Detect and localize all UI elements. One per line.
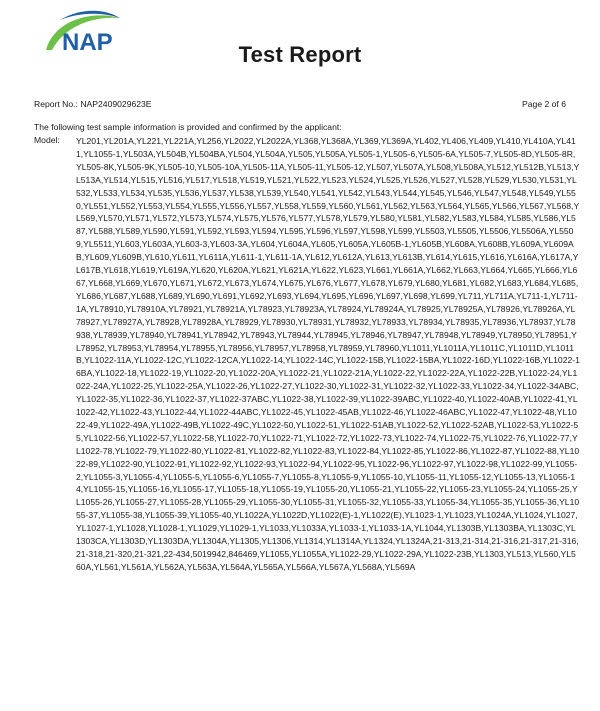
report-number-line [34, 99, 152, 109]
model-list: YL201,YL201A,YL221,YL221A,YL256,YL2022,YL2022A,YL368,YL368A,YL369,YL369A,YL402,YL406,YL409,YL410,YL410A,YL411,YL1055-1,YL503A,YL504B,YL504BA,YL504,YL504A,YL505,YL505A,YL505-1,YL505-6,YL505-6A,YL505-7,YL505-8D,YL505-8R,YL505-8K,YL505-9K,YL505-10,YL505-10A,YL505-11A,YL505-11,YL505-12,YL507,YL507A,YL508,YL508A,YL512,YL512B,YL513,YL513A,YL514,YL515,YL516,YL517,YL518,YL519,YL521,YL522,YL523,YL524,YL525,YL526,YL527,YL528,YL529,YL530,YL531,YL532,YL533,YL534,YL535,YL536,YL537,YL538,YL539,YL540,YL541,YL542,YL543,YL544,YL545,YL546,YL547,YL548,YL549,YL550,YL551,YL552,YL553,YL554,YL555,YL556,YL557,YL558,YL559,YL560,YL561,YL562,YL563,YL564,YL565,YL566,YL567,YL568,YL569,YL570,YL571,YL572,YL573,YL574,YL575,YL576,YL577,YL578,YL579,YL580,YL581,YL582,YL583,YL584,YL585,YL586,YL587,YL588,YL589,YL590,YL591,YL592,YL593,YL594,YL595,YL596,YL597,YL598,YL599,YL5503,YL5505,YL5506,YL5506A,YL5509,YL5511,YL603,YL603A,YL603-3,YL603-3A,YL604,YL604A,YL605,YL605A,YL605B-1,YL605B,YL608A,YL608B,YL609A,YL609AB,YL609,YL609B,YL610,YL611,YL611A,YL611-1,YL611-1A,YL612,YL612A,YL613,YL613B,YL614,YL615,YL616,YL616A,YL617A,YL617B,YL618,YL619,YL619A,YL620,YL620A,YL621,YL621A,YL622,YL623,YL661,YL661A,YL662,YL663,YL664,YL665,YL666,YL667,YL668,YL669,YL670,YL671,YL672,YL673,YL674,YL675,YL676,YL677,YL678,YL679,YL680,YL681,YL682,YL683,YL684,YL685,YL686,YL687,YL688,YL689,YL690,YL691,YL692,YL693,YL694,YL695,YL696,YL697,YL698,YL699,YL711,YL711A,YL711-1,YL711-1A,YL78910,YL78910A,YL78921,YL78921A,YL78923,YL78923A,YL78924,YL78924A,YL78925,YL78925A,YL78926,YL78926A,YL78927,YL78927A,YL78928,YL78928A,YL78929,YL78930,YL78931,YL78932,YL78933,YL78934,YL78935,YL78936,YL78937,YL78938,YL78939,YL78940,YL78941,YL78942,YL78943,YL78944,YL78945,YL78946,YL78947,YL78948,YL78949,YL78950,YL78951,YL78952,YL78953,YL78954,YL78955,YL78956,YL78957,YL78958,YL78959,YL78960,YL1011,YL1011A,YL1011C,YL1011D,YL1011B,YL1022-11A,YL1022-12C,YL1022-12CA,YL1022-14,YL1022-14C,YL1022-15B,YL1022-15BA,YL1022-16D,YL1022-16B,YL1022-16BA,YL1022-18,YL1022-19,YL1022-20,YL1022-20A,YL1022-21,YL1022-21A,YL1022-22,YL1022-22A,YL1022-22B,YL1022-24,YL1022-24A,YL1022-25,YL1022-25A,YL1022-26,YL1022-27,YL1022-30,YL1022-31,YL1022-32,YL1022-33,YL1022-34,YL1022-34ABC,YL1022-35,YL1022-36,YL1022-37,YL1022-37ABC,YL1022-38,YL1022-39,YL1022-39ABC,YL1022-40,YL1022-40AB,YL1022-41,YL1022-42,YL1022-43,YL1022-44,YL1022-44ABC,YL1022-45,YL1022-45AB,YL1022-46,YL1022-46ABC,YL1022-47,YL1022-48,YL1022-49,YL1022-49A,YL1022-49B,YL1022-49C,YL1022-50,YL1022-51,YL1022-51AB,YL1022-52,YL1022-52AB,YL1022-53,YL1022-55,YL1022-56,YL1022-57,YL1022-58,YL1022-70,YL1022-71,YL1022-72,YL1022-73,YL1022-74,YL1022-75,YL1022-76,YL1022-77,YL1022-78,YL1022-79,YL1022-80,YL1022-81,YL1022-82,YL1022-83,YL1022-84,YL1022-85,YL1022-86,YL1022-87,YL1022-88,YL1022-89,YL1022-90,YL1022-91,YL1022-92,YL1022-93,YL1022-94,YL1022-95,YL1022-96,YL1022-97,YL1022-98,YL1022-99,YL1055-2,YL1055-3,YL1055-4,YL1055-5,YL1055-6,YL1055-7,YL1055-8,YL1055-9,YL1055-10,YL1055-11,YL1055-12,YL1055-13,YL1055-14,YL1055-15,YL1055-16,YL1055-17,YL1055-18,YL1055-19,YL1055-20,YL1055-21,YL1055-22,YL1055-23,YL1055-24,YL1055-25,YL1055-26,YL1055-27,YL1055-28,YL1055-29,YL1055-30,YL1055-31,YL1055-32,YL1055-33,YL1055-34,YL1055-35,YL1055-36,YL1055-37,YL1055-38,YL1055-39,YL1055-40,YL1022A,YL1022D,YL1022(E)-1,YL1022(E),YL1023-1,YL1023,YL1024A,YL1024,YL1027,YL1027-1,YL1028,YL1028-1,YL1029,YL1029-1,YL1033,YL1033A,YL1033-1,YL1033-1A,YL1044,YL1303B,YL1303BA,YL1303C,YL1303CA,YL1303D,YL1303DA,YL1304A,YL1305,YL1306,YL1314,YL1314A,YL1324,YL1324A,21-313,21-314,21-316,21-317,21-316,21-318,21-320,21-321,22-434,5019942,846469,YL1055,YL1055A,YL1022-29,YL1022-29A,YL1022-23B,YL1303,YL513,YL560,YL560A,YL561,YL561A,YL562A,YL563A,YL564A,YL565A,YL566A,YL567A,YL568A,YL569A [76, 136, 580, 572]
logo-text: NAP [62, 29, 113, 56]
report-number-label: Report No.: [34, 99, 78, 109]
page-title: Test Report [238, 42, 362, 67]
page-number: Page 2 of 6 [522, 99, 566, 109]
report-number: NAP2409029623E [80, 99, 152, 109]
intro-text: The following test sample information is provided and confirmed by the applicant: [34, 122, 342, 132]
model-label: Model: [34, 135, 60, 145]
